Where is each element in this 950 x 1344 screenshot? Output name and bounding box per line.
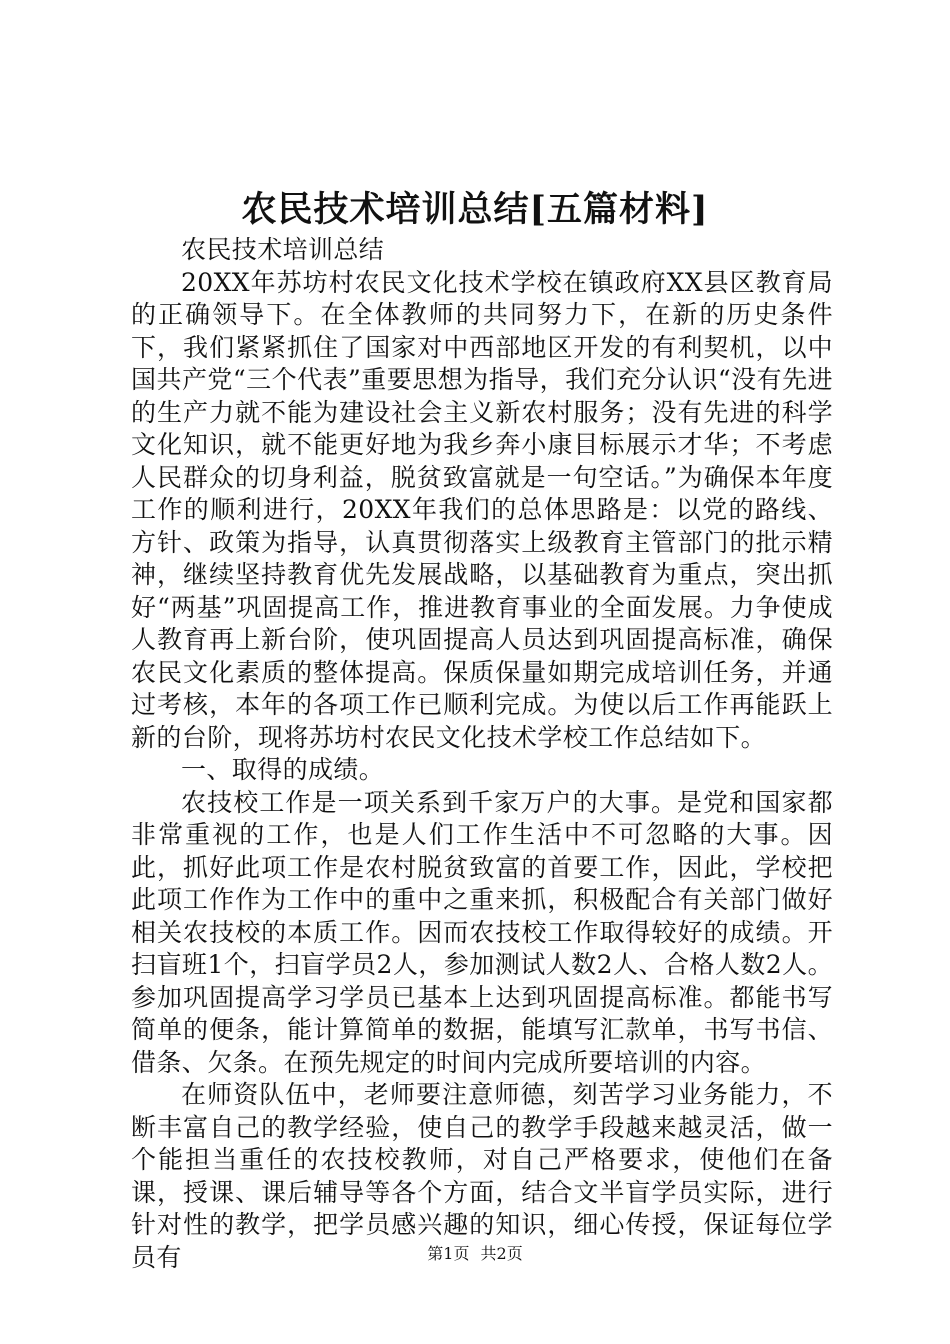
- subtitle-paragraph: 农民技术培训总结: [181, 235, 385, 264]
- page-number: 第1页: [427, 1244, 470, 1263]
- teachers-paragraph: 在师资队伍中，老师要注意师德，刻苦学习业务能力，不断丰富自己的教学经验，使自己的教学手段越来越灵活，做一个能担当重任的农技校教师，对自己严格要求，使他们在备课，授课、课后辅导等各个方面，结合文半盲学员实际，进行针对性的教学，把学员感兴趣的知识，细心传授，保证每位学员有: [131, 1080, 833, 1272]
- section-heading: 一、取得的成绩。: [181, 755, 385, 784]
- document-title: 农民技术培训总结[五篇材料]: [241, 189, 709, 230]
- achievements-paragraph: 农技校工作是一项关系到千家万户的大事。是党和国家都非常重视的工作，也是人们工作生活中不可忽略的大事。因此，抓好此项工作是农村脱贫致富的首要工作，因此，学校把此项工作作为工作中的重中之重来抓，积极配合有关部门做好相关农技校的本质工作。因而农技校工作取得较好的成绩。开扫盲班1个，扫盲学员2人，参加测试人数2人、合格人数2人。参加巩固提高学习学员已基本上达到巩固提高标准。都能书写简单的便条，能计算简单的数据，能填写汇款单，书写书信、借条、欠条。在预先规定的时间内完成所要培训的内容。: [131, 787, 833, 1077]
- page-total: 共2页: [480, 1244, 523, 1263]
- intro-paragraph: 20XX年苏坊村农民文化技术学校在镇政府XX县区教育局的正确领导下。在全体教师的共同努力下，在新的历史条件下，我们紧紧抓住了国家对中西部地区开发的有利契机，以中国共产党“三个代表”重要思想为指导，我们充分认识“没有先进的生产力就不能为建设社会主义新农村服务；没有先进的科学文化知识，就不能更好地为我乡奔小康目标展示才华；不考虑人民群众的切身利益，脱贫致富就是一句空话。”为确保本年度工作的顺利进行，20XX年我们的总体思路是：以党的路线、方针、政策为指导，认真贯彻落实上级教育主管部门的批示精神，继续坚持教育优先发展战略，以基础教育为重点，突出抓好“两基”巩固提高工作，推进教育事业的全面发展。力争使成人教育再上新台阶，使巩固提高人员达到巩固提高标准，确保农民文化素质的整体提高。保质保量如期完成培训任务，并通过考核，本年的各项工作已顺利完成。为使以后工作再能跃上新的台阶，现将苏坊村农民文化技术学校工作总结如下。: [131, 267, 833, 752]
- document-body: [131, 234, 833, 1274]
- page-footer: [0, 1243, 950, 1265]
